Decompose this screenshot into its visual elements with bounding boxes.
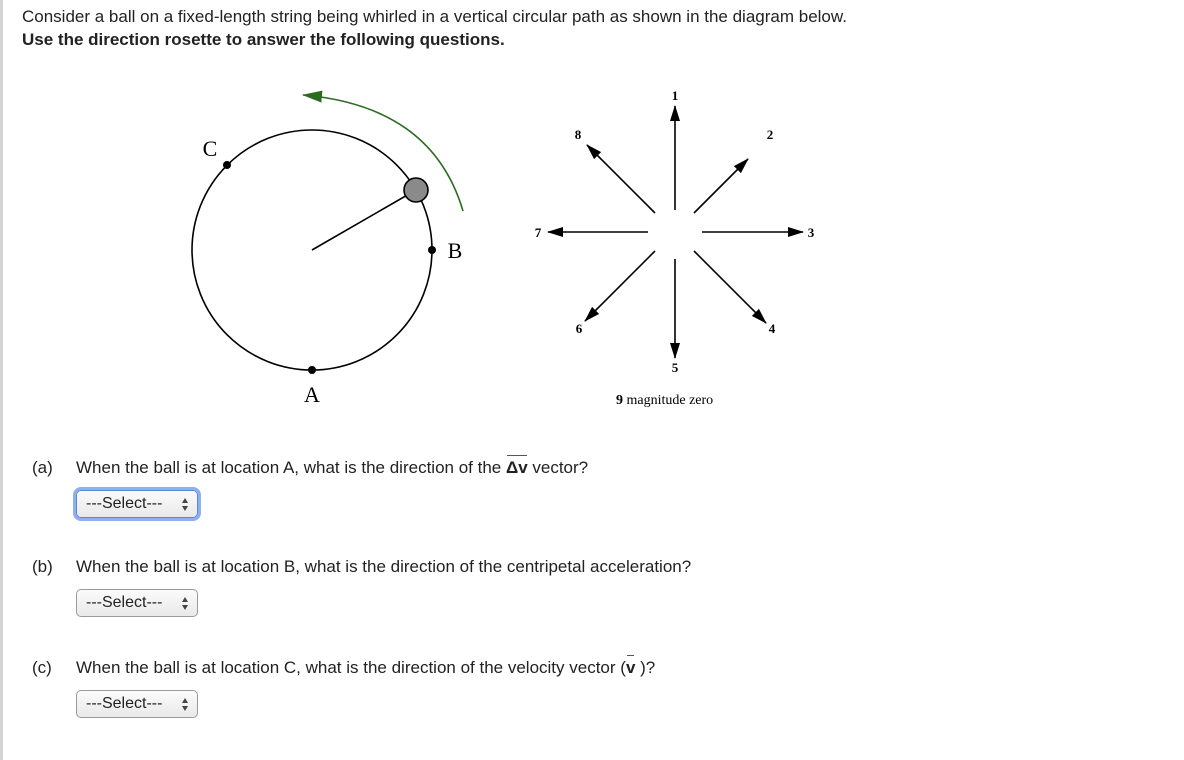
point-a-dot <box>308 366 316 374</box>
rosette-arrow-8 <box>587 145 655 213</box>
point-a-label: A <box>304 382 320 407</box>
rosette-label-2: 2 <box>766 127 774 142</box>
string <box>312 190 416 250</box>
question-c-text-end: )? <box>635 658 656 677</box>
point-c-label: C <box>202 136 218 161</box>
point-b-label: B <box>447 238 463 263</box>
question-a-text-end: vector? <box>527 458 589 477</box>
select-arrows-icon <box>181 697 189 712</box>
rosette-label-1: 1 <box>671 88 679 103</box>
question-b-select[interactable] <box>76 589 198 617</box>
question-b <box>32 557 691 577</box>
direction-rosette <box>548 106 803 358</box>
point-c-dot <box>223 161 231 169</box>
question-c-select-value: ---Select--- <box>86 695 163 712</box>
rosette-label-7: 7 <box>534 225 542 240</box>
rosette-label-6: 6 <box>575 321 583 336</box>
rosette-arrow-2 <box>694 159 748 213</box>
v-symbol: v <box>625 658 636 677</box>
rosette-label-4: 4 <box>768 321 776 336</box>
zero-number: 9 <box>616 393 623 408</box>
circle-and-rosette-diagram <box>0 60 815 420</box>
select-arrows-icon <box>181 596 189 611</box>
ball <box>404 178 428 202</box>
intro-instruction: Use the direction rosette to answer the following questions. <box>22 30 505 49</box>
question-b-label: (b) <box>32 557 53 576</box>
zero-magnitude-note <box>616 393 713 408</box>
rosette-label-5: 5 <box>671 360 679 375</box>
question-c <box>32 658 655 678</box>
question-c-text: When the ball is at location C, what is the direction of the velocity vector ( <box>76 658 626 677</box>
question-c-label: (c) <box>32 658 52 677</box>
select-arrows-icon <box>181 497 189 512</box>
question-a <box>32 458 588 478</box>
question-c-select[interactable] <box>76 690 198 718</box>
intro-text: Consider a ball on a fixed-length string being whirled in a vertical circular path as shown in the diagram below. <box>22 7 847 26</box>
question-b-text: When the ball is at location B, what is the direction of the centripetal acceleration? <box>76 557 692 576</box>
question-a-select[interactable] <box>76 490 198 518</box>
point-b-dot <box>428 246 436 254</box>
rosette-arrow-6 <box>585 251 655 321</box>
zero-text: magnitude zero <box>626 393 714 408</box>
question-b-select-value: ---Select--- <box>86 594 163 611</box>
rosette-label-8: 8 <box>574 127 582 142</box>
question-a-select-value: ---Select--- <box>86 495 163 512</box>
figure <box>0 60 815 425</box>
rosette-label-3: 3 <box>807 225 815 240</box>
problem-intro <box>22 5 847 51</box>
question-a-label: (a) <box>32 458 53 477</box>
rosette-arrow-4 <box>694 251 766 323</box>
question-a-text: When the ball is at location A, what is the direction of the <box>76 458 506 477</box>
delta-v-symbol: Δv <box>505 458 528 477</box>
